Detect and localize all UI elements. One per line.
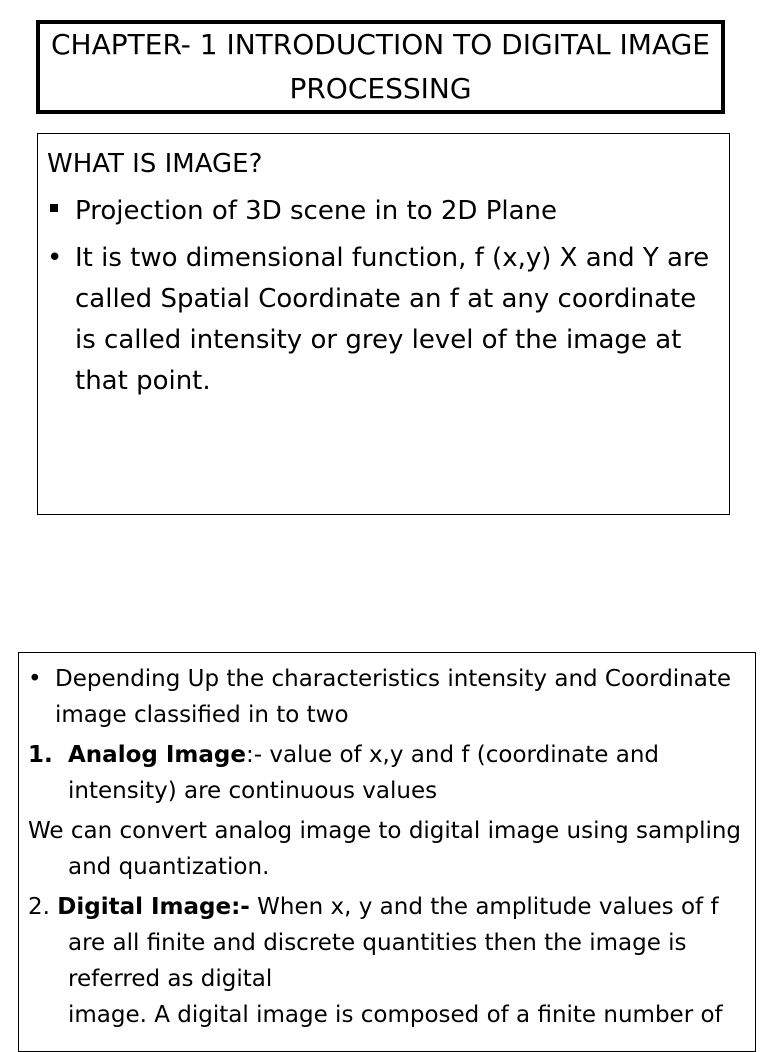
- list-item-digital: [28, 889, 747, 1033]
- convert-text: We can convert analog image to digital image using sampling and quantization.: [28, 818, 742, 880]
- list-item: [47, 238, 719, 402]
- digital-term: Digital Image:-: [57, 894, 250, 920]
- list-item: [28, 661, 747, 733]
- list-item-text: Projection of 3D scene in to 2D Plane: [75, 196, 558, 226]
- definition-box: [37, 133, 730, 515]
- analog-term: Analog Image: [68, 742, 246, 768]
- slide-title: [36, 20, 725, 114]
- square-bullet-icon: [47, 191, 75, 232]
- intro-text: Depending Up the characteristics intensity and Coordinate image classified in to two: [55, 666, 732, 728]
- list-item: [47, 191, 719, 232]
- bullet-icon: •: [28, 666, 42, 692]
- item-number: 1.: [28, 742, 53, 768]
- list-item-text: It is two dimensional function, f (x,y) X and Y are called Spatial Coordinate an f at any coordinate is called intensity or grey level of the image at that point.: [75, 243, 710, 396]
- section-heading: WHAT IS IMAGE?: [47, 149, 263, 179]
- bullet-icon: •: [47, 243, 63, 273]
- classification-box: [18, 652, 756, 1052]
- digital-text: When x, y and the amplitude values of f are all finite and discrete quantities then the image is referred as digital: [68, 894, 719, 992]
- item-number: 2.: [28, 894, 50, 920]
- slide-title-text: CHAPTER- 1 INTRODUCTION TO DIGITAL IMAGE PROCESSING: [51, 28, 710, 105]
- digital-text-continued: image. A digital image is composed of a finite number of: [68, 1002, 723, 1028]
- list-item-analog: [28, 737, 747, 809]
- convert-paragraph: [28, 813, 747, 885]
- analog-text: :- value of x,y and f (coordinate and intensity) are continuous values: [68, 742, 660, 804]
